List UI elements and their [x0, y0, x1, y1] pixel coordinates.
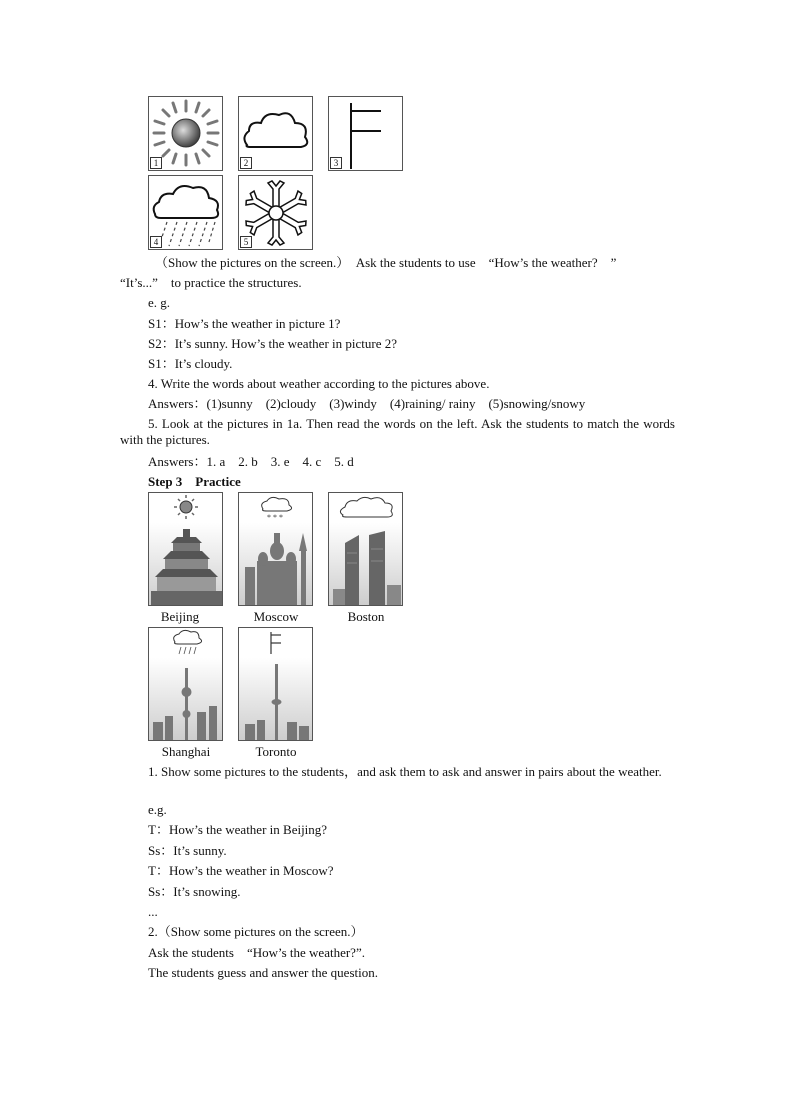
- dialogue-line: T：How’s the weather in Beijing?: [148, 822, 328, 837]
- city-picture-toronto: [238, 627, 313, 741]
- instruction-its-practice: “It’s...” to practice the structures.: [120, 275, 302, 290]
- snow-cloud-icon: [262, 497, 292, 522]
- dialogue-line: S1：How’s the weather in picture 1?: [148, 316, 341, 331]
- rain-cloud-icon: [174, 630, 202, 654]
- example-label: e.g.: [148, 802, 167, 817]
- task-5: 5. Look at the pictures in 1a. Then read the words on the left. Ask the students to match the words with the pictures.: [120, 416, 675, 447]
- ask-students-line: Ask the students “How’s the weather?”.: [148, 945, 365, 960]
- answers-5: Answers：1. a 2. b 3. e 4. c 5. d: [148, 454, 354, 469]
- guess-line: The students guess and answer the question.: [148, 965, 378, 980]
- instruction-show-pictures: （Show the pictures on the screen.） Ask the students to use “How’s the weather? ”: [155, 255, 617, 270]
- answers-4: Answers：(1)sunny (2)cloudy (3)windy (4)raining/ rainy (5)snowing/snowy: [148, 396, 586, 411]
- svg-text:* * *: * * *: [267, 513, 283, 522]
- dialogue-line: S2：It’s sunny. How’s the weather in picture 2?: [148, 336, 397, 351]
- ellipsis: ...: [148, 904, 158, 919]
- dialogue-line: S1：It’s cloudy.: [148, 356, 233, 371]
- city-caption-beijing: Beijing: [160, 609, 200, 624]
- dialogue-line: Ss：It’s sunny.: [148, 843, 227, 858]
- picture-number: 3: [330, 157, 342, 169]
- city-caption-boston: Boston: [347, 609, 385, 624]
- city-picture-shanghai: [148, 627, 223, 741]
- step-3-heading: Step 3 Practice: [148, 474, 241, 489]
- dialogue-line: Ss：It’s snowing.: [148, 884, 241, 899]
- picture-number: 4: [150, 236, 162, 248]
- sun-icon: [174, 495, 198, 519]
- picture-number: 2: [240, 157, 252, 169]
- picture-number: 5: [240, 236, 252, 248]
- wind-flag-icon: [271, 632, 281, 654]
- weather-picture-4: [148, 175, 223, 250]
- city-caption-toronto: Toronto: [255, 744, 297, 759]
- city-caption-moscow: Moscow: [253, 609, 299, 624]
- city-picture-beijing: [148, 492, 223, 606]
- picture-number: 1: [150, 157, 162, 169]
- task-2: 2.（Show some pictures on the screen.）: [148, 924, 364, 939]
- weather-picture-2: [238, 96, 313, 171]
- weather-picture-1: [148, 96, 223, 171]
- task-1: 1. Show some pictures to the students，and ask them to ask and answer in pairs about the weather.: [148, 764, 662, 779]
- cloud-icon: [340, 497, 392, 517]
- example-label: e. g.: [148, 295, 171, 310]
- city-picture-boston: [328, 492, 403, 606]
- dialogue-line: T：How’s the weather in Moscow?: [148, 863, 334, 878]
- weather-picture-3: [328, 96, 403, 171]
- city-caption-shanghai: Shanghai: [161, 744, 211, 759]
- city-picture-moscow: [238, 492, 313, 606]
- weather-picture-5: [238, 175, 313, 250]
- task-4: 4. Write the words about weather according to the pictures above.: [148, 376, 490, 391]
